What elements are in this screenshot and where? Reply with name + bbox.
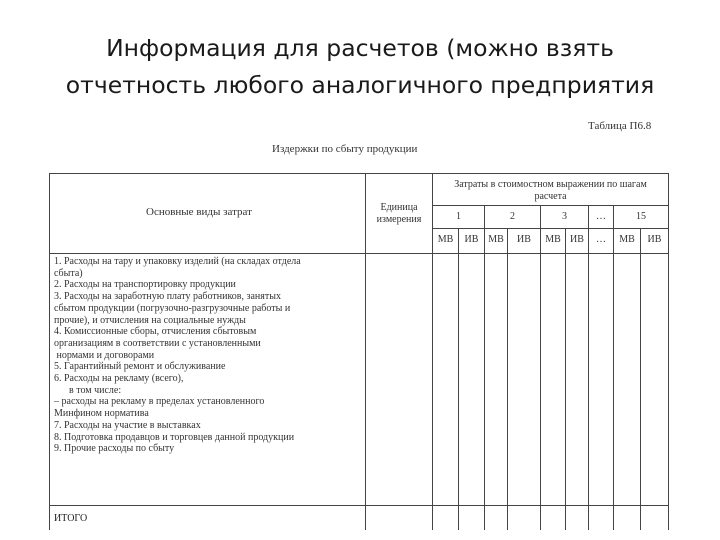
col-sep-unit <box>365 173 366 530</box>
col-sep-step-15 <box>613 205 614 530</box>
slide-title-line-1: Информация для расчетов (можно взять <box>106 34 614 62</box>
subheader-iv-2: ИВ <box>517 234 531 245</box>
col-sep-sub-3 <box>565 228 566 530</box>
list-item: в том числе: <box>54 384 122 396</box>
list-item: 6. Расходы на рекламу (всего), <box>54 373 184 385</box>
total-row-line <box>49 505 669 506</box>
step-3: 3 <box>562 211 567 222</box>
col-sep-sub-1 <box>458 228 459 530</box>
list-item: Минфином норматива <box>54 408 149 420</box>
list-item: 8. Подготовка продавцов и торговцев данной продукции <box>54 431 295 443</box>
header-costs-value-line-2: расчета <box>534 191 567 202</box>
subheader-mv-2: МВ <box>488 234 504 245</box>
col-sep-costs <box>432 173 433 530</box>
subheader-mv-1: МВ <box>437 234 454 245</box>
costs-header-line <box>432 205 668 206</box>
step-1: 1 <box>456 211 461 222</box>
subheader-mv-3: МВ <box>545 234 561 245</box>
header-bottom-line <box>49 253 669 254</box>
list-item: организациям в соответствии с установленными <box>54 337 261 349</box>
table-border-left <box>49 173 50 530</box>
subheader-iv-1: ИВ <box>464 234 479 245</box>
list-item: 5. Гарантийный ремонт и обслуживание <box>54 361 226 373</box>
header-unit-line-2: измерения <box>376 214 422 225</box>
subheader-iv-15: ИВ <box>647 234 662 245</box>
total-label: ИТОГО <box>54 513 88 524</box>
list-item: 3. Расходы на заработную плату работников, занятых <box>54 291 281 303</box>
list-item: сбыта) <box>54 267 83 279</box>
steps-header-line <box>432 228 668 229</box>
subheader-ellipsis: … <box>596 234 606 245</box>
col-sep-sub-15 <box>640 228 641 530</box>
slide-title-line-2: отчетность любого аналогичного предприятия <box>65 71 655 99</box>
list-item: 1. Расходы на тару и упаковку изделий (на складах отдела <box>54 256 301 267</box>
header-costs-value <box>433 179 668 203</box>
header-cost-types: Основные виды затрат <box>146 206 252 218</box>
step-15: 15 <box>636 211 646 222</box>
col-sep-sub-2 <box>507 228 508 530</box>
col-sep-step-2 <box>484 205 485 530</box>
col-sep-step-3 <box>540 205 541 530</box>
list-item: нормами и договорами <box>54 349 155 361</box>
cost-items-list <box>54 256 301 455</box>
col-sep-step-ellipsis <box>588 205 589 530</box>
list-item: – расходы на рекламу в пределах установленного <box>54 396 265 408</box>
step-ellipsis: … <box>596 211 606 222</box>
subheader-iv-3: ИВ <box>570 234 584 245</box>
step-2: 2 <box>510 211 515 222</box>
list-item: прочие), и отчисления на социальные нужды <box>54 314 246 326</box>
table-caption: Издержки по сбыту продукции <box>272 143 418 155</box>
list-item: 2. Расходы на транспортировку продукции <box>54 279 236 291</box>
header-unit-line-1: Единица <box>380 202 418 213</box>
list-item: 7. Расходы на участие в выставках <box>54 419 201 431</box>
slide-title <box>0 30 720 104</box>
list-item: 4. Комиссионные сборы, отчисления сбытовым <box>54 326 257 338</box>
list-item: 9. Прочие расходы по сбыту <box>54 443 175 455</box>
header-costs-value-line-1: Затраты в стоимостном выражении по шагам <box>454 179 647 190</box>
table-border-right <box>668 173 669 530</box>
subheader-mv-15: МВ <box>619 234 635 245</box>
table-border-top <box>49 173 669 174</box>
table-number: Таблица П6.8 <box>588 120 652 132</box>
list-item: сбытом продукции (погрузочно-разгрузочные работы и <box>54 302 291 314</box>
header-unit <box>366 202 432 226</box>
